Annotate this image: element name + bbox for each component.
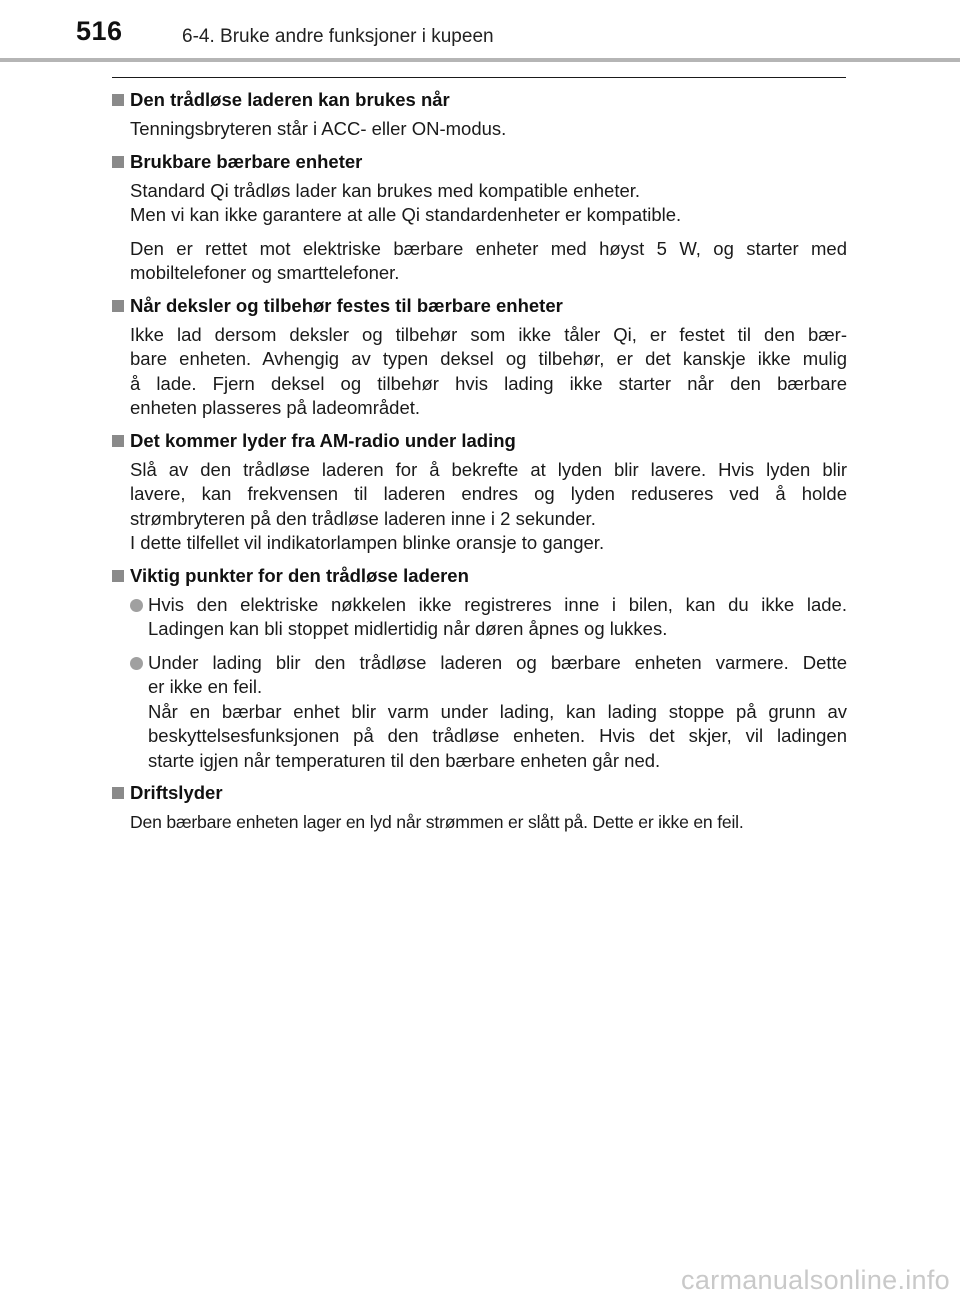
square-bullet-icon — [112, 570, 124, 582]
text-line: beskyttelsesfunksjonen på den trådløse enheten. Hvis det skjer, vil ladingen — [148, 725, 847, 746]
square-bullet-icon — [112, 156, 124, 168]
heading-text: Viktig punkter for den trådløse laderen — [130, 564, 469, 586]
section-heading — [112, 86, 847, 114]
text-line: lavere, kan frekvensen til laderen endres og lyden reduseres ved å holde — [130, 483, 847, 504]
text-line: å lade. Fjern deksel og tilbehør hvis lading ikke starter når den bærbare — [130, 372, 847, 394]
section-title: 6-4. Bruke andre funksjoner i kupeen — [182, 26, 494, 47]
section-heading — [112, 148, 847, 176]
heading-text: Den trådløse laderen kan brukes når — [130, 89, 450, 110]
heading-text: Brukbare bærbare enheter — [130, 150, 363, 172]
text-line: mobiltelefoner og smarttelefoner. — [130, 262, 400, 283]
text-line: Tenningsbryteren står i ACC- eller ON-modus. — [130, 118, 507, 139]
circle-bullet-icon — [130, 657, 143, 670]
text-line: Men vi kan ikke garantere at alle Qi standardenheter er kompatible. — [130, 204, 682, 225]
text-line: Når en bærbar enhet blir varm under lading, kan lading stoppe på grunn av — [148, 700, 847, 722]
square-bullet-icon — [112, 94, 124, 106]
text-line: Under lading blir den trådløse laderen og bærbare enheten varmere. Dette — [148, 651, 847, 673]
text-line: enheten plasseres på ladeområdet. — [130, 397, 421, 418]
text-line: Ikke lad dersom deksler og tilbehør som ikke tåler Qi, er festet til den bær- — [130, 323, 847, 345]
text-line: strømbryteren på den trådløse laderen inne i 2 sekunder. — [130, 507, 596, 529]
circle-bullet-icon — [130, 599, 143, 612]
heading-text: Når deksler og tilbehør festes til bærbare enheter — [130, 294, 563, 316]
heading-text: Driftslyder — [130, 782, 223, 803]
header-divider — [0, 58, 960, 62]
page-number: 516 — [76, 16, 123, 46]
paragraph — [112, 810, 847, 835]
text-line: Slå av den trådløse laderen for å bekrefte at lyden blir lavere. Hvis lyden blir — [130, 458, 847, 480]
text-line: starte igjen når temperaturen til den bærbare enheten går ned. — [148, 749, 661, 771]
text-line: I dette tilfellet vil indikatorlampen blinke oransje to ganger. — [130, 532, 605, 553]
text-line: Den bærbare enheten lager en lyd når strømmen er slått på. Dette er ikke en feil. — [130, 812, 744, 832]
heading-text: Det kommer lyder fra AM-radio under lading — [130, 429, 516, 451]
paragraph — [112, 323, 847, 421]
list-item — [112, 593, 847, 642]
paragraph — [112, 237, 847, 286]
square-bullet-icon — [112, 787, 124, 799]
section-heading — [112, 779, 847, 807]
content-divider — [112, 77, 846, 78]
list-item — [112, 651, 847, 774]
page-content — [112, 86, 847, 835]
section-heading — [112, 292, 847, 320]
section-heading — [112, 427, 847, 455]
text-line: Hvis den elektriske nøkkelen ikke registreres inne i bilen, kan du ikke lade. — [148, 593, 847, 615]
square-bullet-icon — [112, 300, 124, 312]
text-line: Den er rettet mot elektriske bærbare enheter med høyst 5 W, og starter med — [130, 237, 847, 259]
text-line: bare enheten. Avhengig av typen deksel og tilbehør, er det kanskje ikke mulig — [130, 348, 847, 369]
text-line: er ikke en feil. — [148, 676, 263, 697]
watermark: carmanualsonline.info — [681, 1265, 950, 1295]
paragraph — [112, 458, 847, 556]
page-header — [0, 0, 960, 60]
text-line: Standard Qi trådløs lader kan brukes med kompatible enheter. — [130, 179, 641, 201]
paragraph — [112, 179, 847, 228]
section-heading — [112, 562, 847, 590]
text-line: Ladingen kan bli stoppet midlertidig når døren åpnes og lukkes. — [148, 618, 668, 639]
square-bullet-icon — [112, 435, 124, 447]
paragraph — [112, 117, 847, 142]
